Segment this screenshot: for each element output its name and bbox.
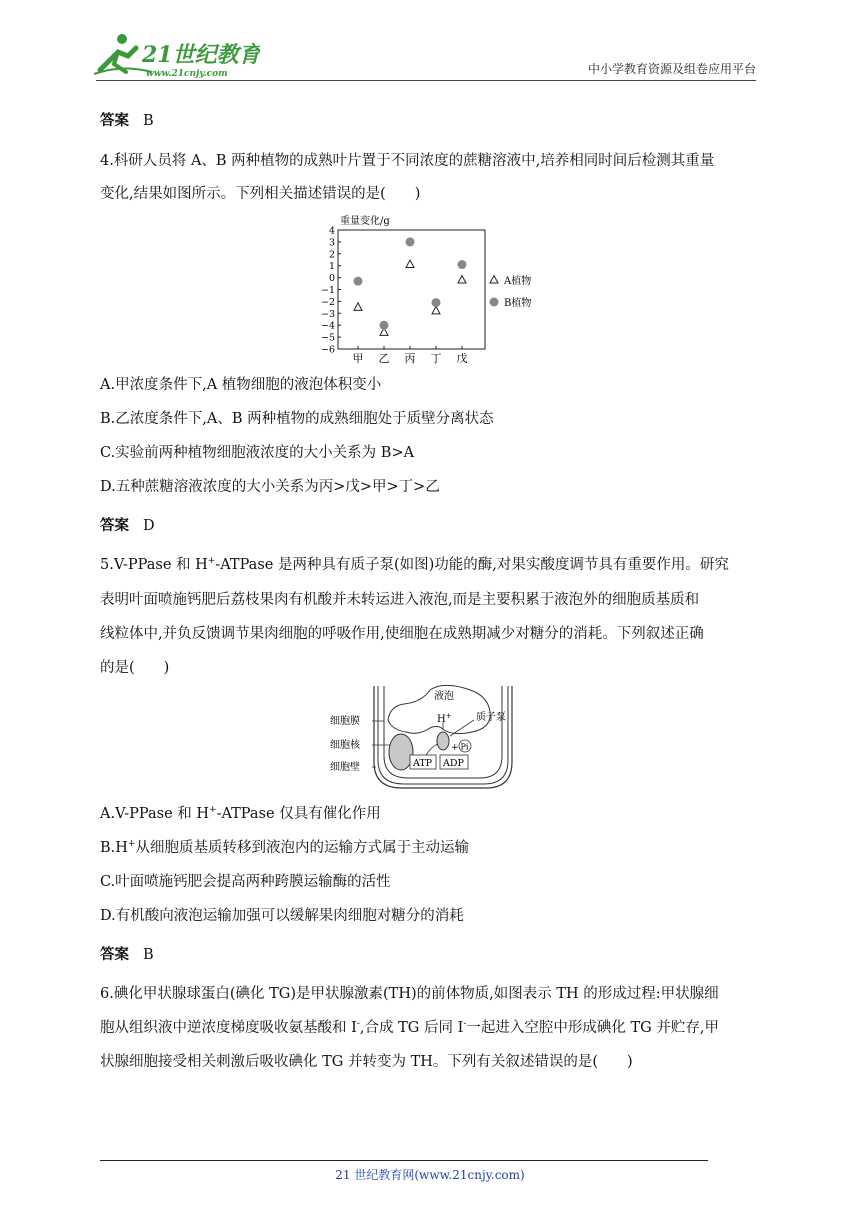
- legend-circle-icon: [490, 298, 499, 307]
- legend-triangle-icon: [490, 276, 498, 284]
- q5-option-d: D.有机酸向液泡运输加强可以缓解果肉细胞对糖分的消耗: [100, 908, 464, 924]
- q4-chart: [318, 210, 550, 374]
- b-plant-point: [458, 260, 467, 269]
- y-tick-label: −6: [320, 344, 335, 356]
- x-tick-label: 丙: [404, 352, 416, 365]
- chart-ylabel: 重量变化/g: [340, 216, 390, 227]
- q4-stem-line1: 4.科研人员将 A、B 两种植物的成熟叶片置于不同浓度的蔗糖溶液中,培养相同时间后检测其重量: [100, 153, 715, 169]
- y-tick-label: −2: [320, 296, 335, 308]
- b-plant-point: [406, 237, 415, 246]
- answer-label: 答案: [100, 113, 129, 129]
- q5-option-c: C.叶面喷施钙肥会提高两种跨膜运输酶的活性: [100, 874, 391, 890]
- q5-stem-line2: 表明叶面喷施钙肥后荔枝果肉有机酸并未转运进入液泡,而是主要积累于液泡外的细胞质基质和: [100, 592, 700, 608]
- pi-label: Pi: [460, 742, 469, 752]
- y-tick-label: 4: [328, 225, 335, 237]
- legend-label: A植物: [504, 276, 532, 287]
- q5-stem-line1: 5.V-PPase 和 H+-ATPase 是两种具有质子泵(如图)功能的酶,对果实酸度调节具有重要作用。研究: [100, 556, 729, 573]
- runner-logo-icon: [92, 30, 260, 80]
- plus-sign: +: [451, 743, 459, 753]
- y-tick-label: −4: [320, 320, 335, 332]
- nucleus-shape: [389, 734, 413, 770]
- x-tick-label: 乙: [378, 352, 390, 365]
- q5-stem-line4: 的是( ): [100, 660, 170, 676]
- q4-option-b: B.乙浓度条件下,A、B 两种植物的成熟细胞处于质壁分离状态: [100, 411, 494, 427]
- b-plant-point: [432, 298, 441, 307]
- q4-option-d: D.五种蔗糖溶液浓度的大小关系为丙>戊>甲>丁>乙: [100, 479, 440, 495]
- y-tick-label: −1: [320, 285, 335, 296]
- adp-label: ADP: [443, 758, 464, 769]
- answer-value: D: [143, 518, 155, 534]
- q4-option-c: C.实验前两种植物细胞液浓度的大小关系为 B>A: [100, 445, 415, 461]
- x-tick-label: 丁: [430, 352, 442, 365]
- q4-answer: [100, 510, 764, 543]
- b-plant-point: [380, 321, 389, 330]
- b-plant-point: [354, 277, 363, 286]
- atp-label: ATP: [413, 758, 433, 769]
- answer-value: B: [143, 113, 154, 129]
- q5-option-a: A.V-PPase 和 H+-ATPase 仅具有催化作用: [100, 805, 381, 822]
- q5-option-b: B.H+从细胞质基质转移到液泡内的运输方式属于主动运输: [100, 839, 469, 856]
- q6-stem-line2: 胞从组织液中逆浓度梯度吸收氨基酸和 I-,合成 TG 后同 I-一起进入空腔中形成碘化 TG 并贮存,甲: [100, 1019, 719, 1036]
- q4-stem-line2: 变化,结果如图所示。下列相关描述错误的是( ): [100, 186, 421, 202]
- footer-divider: [100, 1160, 708, 1161]
- proton-label: H+: [437, 712, 452, 725]
- q3-answer: [100, 105, 764, 138]
- proton-pump-shape: [437, 732, 449, 750]
- answer-label: 答案: [100, 947, 129, 963]
- q5-proton-pump-diagram: [322, 684, 552, 798]
- a-plant-point: [458, 275, 466, 283]
- footer-text: 21 世纪教育网(www.21cnjy.com): [335, 1168, 525, 1182]
- wall-label: 细胞壁: [330, 762, 360, 773]
- q5-stem-line3: 线粒体中,并负反馈调节果肉细胞的呼吸作用,使细胞在成熟期减少对糖分的消耗。下列叙述正确: [100, 626, 704, 642]
- legend-label: B植物: [504, 298, 532, 309]
- header-divider: [96, 80, 756, 81]
- nucleus-label: 细胞核: [330, 740, 360, 751]
- logo-url: www.21cnjy.com: [146, 69, 228, 79]
- y-tick-label: 3: [328, 237, 335, 249]
- y-tick-label: 0: [328, 273, 335, 285]
- membrane-label: 细胞膜: [330, 716, 360, 727]
- x-tick-label: 戊: [456, 352, 468, 365]
- a-plant-point: [406, 260, 414, 268]
- q6-stem-line1: 6.碘化甲状腺球蛋白(碘化 TG)是甲状腺激素(TH)的前体物质,如图表示 TH 的形成过程:甲状腺细: [100, 986, 719, 1002]
- q5-answer: [100, 939, 764, 972]
- y-tick-label: −3: [320, 308, 335, 320]
- q4-option-a: A.甲浓度条件下,A 植物细胞的液泡体积变小: [100, 377, 382, 393]
- pump-label: 质子泵: [476, 712, 506, 723]
- answer-label: 答案: [100, 518, 129, 534]
- weight-change-scatter-chart: [318, 210, 550, 370]
- logo-title: 21世纪教育: [142, 42, 260, 68]
- answer-value: B: [143, 947, 154, 963]
- chart-frame: [338, 230, 485, 349]
- header-platform-text: 中小学教育资源及组卷应用平台: [587, 62, 756, 76]
- y-tick-label: −5: [320, 332, 335, 344]
- vacuole-label: 液泡: [434, 691, 454, 702]
- y-tick-label: 2: [328, 249, 335, 261]
- y-tick-label: 1: [328, 261, 335, 273]
- a-plant-point: [432, 306, 440, 314]
- q6-stem-line3: 状腺细胞接受相关刺激后吸收碘化 TG 并转变为 TH。下列有关叙述错误的是( ): [100, 1054, 633, 1070]
- cell-diagram: [322, 684, 552, 794]
- a-plant-point: [354, 303, 362, 311]
- x-tick-label: 甲: [352, 352, 364, 365]
- site-logo: [92, 30, 260, 80]
